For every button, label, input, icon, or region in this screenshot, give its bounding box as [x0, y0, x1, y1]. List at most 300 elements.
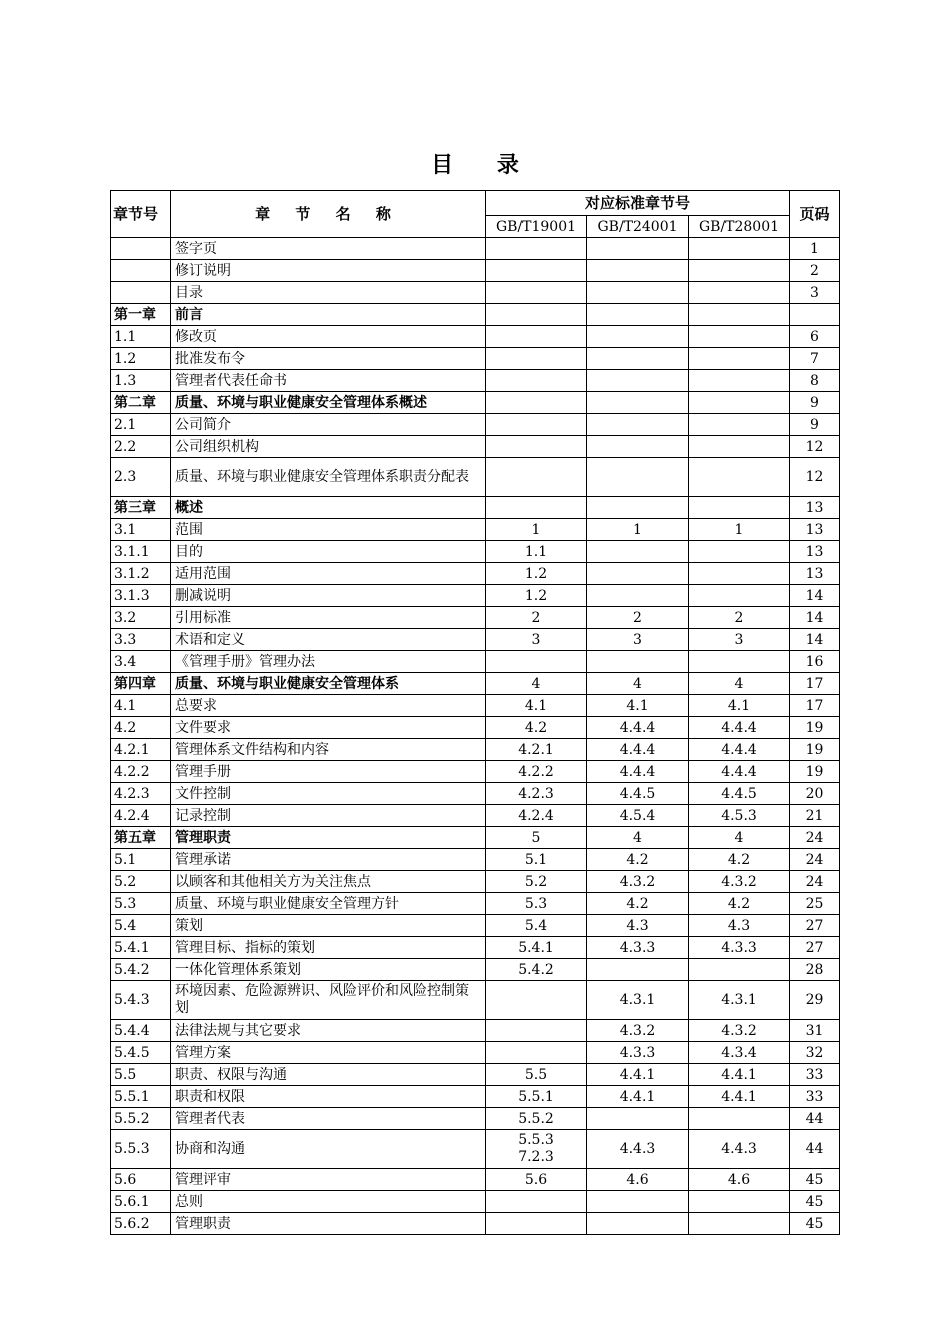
row-name: 管理者代表任命书: [171, 370, 486, 392]
row-number: 3.1.2: [111, 563, 171, 585]
row-name: 签字页: [171, 238, 486, 260]
row-page: 19: [790, 717, 840, 739]
row-gbt28001: [689, 585, 790, 607]
row-name: 文件控制: [171, 783, 486, 805]
row-gbt28001: 1: [689, 519, 790, 541]
row-number: 5.1: [111, 849, 171, 871]
row-gbt19001: [486, 260, 587, 282]
table-row: [111, 519, 840, 541]
row-page: 29: [790, 981, 840, 1020]
header-gbt28001: GB/T28001: [689, 216, 790, 238]
row-gbt24001: [587, 392, 689, 414]
row-gbt24001: 4.5.4: [587, 805, 689, 827]
row-gbt24001: [587, 458, 689, 497]
row-gbt19001: 4.2.3: [486, 783, 587, 805]
row-gbt19001: 5.5.2: [486, 1108, 587, 1130]
row-number: 4.2.2: [111, 761, 171, 783]
row-gbt19001: [486, 497, 587, 519]
row-page: 8: [790, 370, 840, 392]
row-number: 5.4.1: [111, 937, 171, 959]
row-gbt19001: [486, 370, 587, 392]
row-name: 质量、环境与职业健康安全管理方针: [171, 893, 486, 915]
table-row: [111, 761, 840, 783]
row-gbt24001: 4.4.5: [587, 783, 689, 805]
row-gbt24001: 4.3.2: [587, 1020, 689, 1042]
row-gbt19001: 3: [486, 629, 587, 651]
row-name: 管理承诺: [171, 849, 486, 871]
row-gbt24001: [587, 1108, 689, 1130]
row-name: 删减说明: [171, 585, 486, 607]
row-name: 管理目标、指标的策划: [171, 937, 486, 959]
row-name: 目的: [171, 541, 486, 563]
row-gbt19001: 4.2.2: [486, 761, 587, 783]
row-gbt19001: [486, 304, 587, 326]
row-gbt19001: [486, 1042, 587, 1064]
row-gbt19001: [486, 392, 587, 414]
row-gbt28001: 4.4.4: [689, 739, 790, 761]
row-number: 5.2: [111, 871, 171, 893]
row-gbt24001: 1: [587, 519, 689, 541]
row-page: 14: [790, 607, 840, 629]
row-gbt19001: 5.4.2: [486, 959, 587, 981]
row-gbt19001: [486, 414, 587, 436]
row-gbt24001: [587, 304, 689, 326]
header-page: 页码: [790, 191, 840, 238]
row-name: 以顾客和其他相关方为关注焦点: [171, 871, 486, 893]
row-number: [111, 260, 171, 282]
table-row: [111, 282, 840, 304]
row-gbt28001: 4.4.1: [689, 1064, 790, 1086]
row-gbt24001: 4.3.2: [587, 871, 689, 893]
row-number: 1.2: [111, 348, 171, 370]
row-gbt24001: 4.3: [587, 915, 689, 937]
row-gbt24001: [587, 1191, 689, 1213]
row-page: 2: [790, 260, 840, 282]
row-gbt19001: 4.2.4: [486, 805, 587, 827]
row-number: 5.4.5: [111, 1042, 171, 1064]
row-gbt19001: 5.4: [486, 915, 587, 937]
row-name: 职责、权限与沟通: [171, 1064, 486, 1086]
row-name: 适用范围: [171, 563, 486, 585]
row-gbt28001: [689, 260, 790, 282]
row-number: 5.5.2: [111, 1108, 171, 1130]
row-page: 31: [790, 1020, 840, 1042]
row-name: 引用标准: [171, 607, 486, 629]
row-gbt19001: 5.2: [486, 871, 587, 893]
row-gbt24001: 4.2: [587, 893, 689, 915]
row-page: 27: [790, 915, 840, 937]
table-row: [111, 783, 840, 805]
row-gbt24001: 4.3.1: [587, 981, 689, 1020]
row-page: 13: [790, 563, 840, 585]
chapter-row: [111, 392, 840, 414]
row-number: [111, 282, 171, 304]
table-row: [111, 370, 840, 392]
row-gbt28001: 4.3: [689, 915, 790, 937]
table-row: [111, 348, 840, 370]
row-gbt24001: [587, 585, 689, 607]
row-number: 5.5.1: [111, 1086, 171, 1108]
row-name: 质量、环境与职业健康安全管理体系概述: [171, 392, 486, 414]
row-page: 45: [790, 1169, 840, 1191]
row-page: 24: [790, 849, 840, 871]
row-gbt19001: 1: [486, 519, 587, 541]
row-page: 33: [790, 1064, 840, 1086]
row-name: 前言: [171, 304, 486, 326]
row-gbt24001: [587, 436, 689, 458]
row-name: 批准发布令: [171, 348, 486, 370]
row-number: 5.3: [111, 893, 171, 915]
table-row: [111, 414, 840, 436]
row-name: 职责和权限: [171, 1086, 486, 1108]
row-page: 12: [790, 436, 840, 458]
row-gbt28001: [689, 651, 790, 673]
row-gbt24001: [587, 651, 689, 673]
row-gbt28001: 4.1: [689, 695, 790, 717]
table-row: [111, 959, 840, 981]
row-gbt24001: [587, 326, 689, 348]
row-name: 记录控制: [171, 805, 486, 827]
row-gbt19001: 4.2: [486, 717, 587, 739]
row-gbt19001: 4.1: [486, 695, 587, 717]
table-row: [111, 1169, 840, 1191]
header-chapter-no: 章节号: [111, 191, 171, 238]
row-gbt28001: [689, 563, 790, 585]
row-number: 4.2.4: [111, 805, 171, 827]
row-page: 9: [790, 392, 840, 414]
row-name: 一体化管理体系策划: [171, 959, 486, 981]
table-row: [111, 607, 840, 629]
row-gbt28001: 4.4.4: [689, 761, 790, 783]
row-gbt19001: 5.5: [486, 1064, 587, 1086]
chapter-row: [111, 304, 840, 326]
table-row: [111, 937, 840, 959]
page-title: 目 录: [431, 153, 537, 178]
row-gbt19001: 1.2: [486, 585, 587, 607]
row-page: 44: [790, 1108, 840, 1130]
row-page: 24: [790, 827, 840, 849]
row-gbt28001: [689, 304, 790, 326]
row-gbt24001: [587, 497, 689, 519]
row-gbt28001: 4.3.2: [689, 1020, 790, 1042]
row-name: 修订说明: [171, 260, 486, 282]
row-gbt28001: [689, 238, 790, 260]
row-page: 45: [790, 1213, 840, 1235]
row-page: 33: [790, 1086, 840, 1108]
row-number: 2.3: [111, 458, 171, 497]
row-gbt24001: 4: [587, 827, 689, 849]
row-page: 20: [790, 783, 840, 805]
row-number: 5.5.3: [111, 1130, 171, 1169]
table-row: [111, 1213, 840, 1235]
table-row: [111, 871, 840, 893]
table-row: [111, 1086, 840, 1108]
row-gbt28001: 4.4.5: [689, 783, 790, 805]
row-number: 5.4: [111, 915, 171, 937]
row-number: 1.1: [111, 326, 171, 348]
row-gbt19001: 4.2.1: [486, 739, 587, 761]
row-gbt24001: 4.4.1: [587, 1064, 689, 1086]
row-gbt19001: [486, 458, 587, 497]
header-gbt19001: GB/T19001: [486, 216, 587, 238]
row-gbt19001: 1.2: [486, 563, 587, 585]
row-gbt28001: 4.2: [689, 849, 790, 871]
row-page: 27: [790, 937, 840, 959]
row-page: 44: [790, 1130, 840, 1169]
table-row: [111, 893, 840, 915]
row-gbt28001: 4.6: [689, 1169, 790, 1191]
row-number: 第四章: [111, 673, 171, 695]
row-gbt19001: 5.4.1: [486, 937, 587, 959]
row-gbt28001: [689, 497, 790, 519]
row-page: 28: [790, 959, 840, 981]
row-gbt19001: 5.3: [486, 893, 587, 915]
table-row: [111, 915, 840, 937]
row-gbt28001: 4.4.1: [689, 1086, 790, 1108]
row-gbt28001: [689, 436, 790, 458]
row-gbt24001: [587, 541, 689, 563]
row-gbt24001: [587, 282, 689, 304]
row-gbt24001: [587, 238, 689, 260]
row-number: 3.2: [111, 607, 171, 629]
row-page: 21: [790, 805, 840, 827]
row-name: 管理职责: [171, 1213, 486, 1235]
chapter-row: [111, 497, 840, 519]
table-row: [111, 563, 840, 585]
table-row: [111, 1020, 840, 1042]
row-gbt28001: 4.5.3: [689, 805, 790, 827]
row-gbt28001: [689, 370, 790, 392]
table-row: [111, 629, 840, 651]
row-gbt19001: 4: [486, 673, 587, 695]
row-page: [790, 304, 840, 326]
row-gbt19001: 1.1: [486, 541, 587, 563]
row-gbt28001: [689, 959, 790, 981]
toc-body: [111, 238, 840, 1235]
row-gbt28001: 4.4.3: [689, 1130, 790, 1169]
row-number: 第三章: [111, 497, 171, 519]
row-gbt24001: 4: [587, 673, 689, 695]
row-gbt19001: [486, 348, 587, 370]
row-name: 法律法规与其它要求: [171, 1020, 486, 1042]
row-gbt19001: [486, 436, 587, 458]
row-number: 5.4.3: [111, 981, 171, 1020]
table-row: [111, 1064, 840, 1086]
row-gbt24001: 4.6: [587, 1169, 689, 1191]
table-row: [111, 1108, 840, 1130]
row-gbt24001: 4.4.4: [587, 739, 689, 761]
row-number: 3.1.1: [111, 541, 171, 563]
row-gbt19001: [486, 282, 587, 304]
row-gbt24001: 4.4.4: [587, 717, 689, 739]
row-gbt24001: 4.4.4: [587, 761, 689, 783]
row-gbt19001: [486, 981, 587, 1020]
row-page: 3: [790, 282, 840, 304]
row-gbt28001: [689, 1213, 790, 1235]
row-gbt24001: 2: [587, 607, 689, 629]
header-standard-group: 对应标准章节号: [486, 191, 790, 216]
chapter-row: [111, 673, 840, 695]
row-name: 管理职责: [171, 827, 486, 849]
row-gbt28001: 4.4.4: [689, 717, 790, 739]
row-gbt24001: [587, 959, 689, 981]
row-number: 5.4.4: [111, 1020, 171, 1042]
row-gbt19001: 5.6: [486, 1169, 587, 1191]
row-gbt28001: 4.3.2: [689, 871, 790, 893]
row-name: 目录: [171, 282, 486, 304]
row-name: 文件要求: [171, 717, 486, 739]
row-gbt19001: 5.1: [486, 849, 587, 871]
row-gbt28001: [689, 392, 790, 414]
row-number: 4.2.3: [111, 783, 171, 805]
row-name: 修改页: [171, 326, 486, 348]
table-row: [111, 541, 840, 563]
row-name: 总则: [171, 1191, 486, 1213]
row-gbt28001: 2: [689, 607, 790, 629]
row-gbt28001: 4.3.1: [689, 981, 790, 1020]
row-page: 13: [790, 497, 840, 519]
row-gbt24001: 3: [587, 629, 689, 651]
row-gbt28001: [689, 1108, 790, 1130]
row-gbt28001: 4: [689, 827, 790, 849]
row-gbt19001: [486, 326, 587, 348]
row-gbt28001: 4: [689, 673, 790, 695]
row-gbt28001: 4.3.4: [689, 1042, 790, 1064]
table-row: [111, 651, 840, 673]
row-name: 协商和沟通: [171, 1130, 486, 1169]
row-page: 13: [790, 519, 840, 541]
table-row: [111, 1042, 840, 1064]
table-row: [111, 1130, 840, 1169]
row-gbt28001: [689, 458, 790, 497]
row-number: 5.6: [111, 1169, 171, 1191]
row-number: 5.6.1: [111, 1191, 171, 1213]
row-number: 3.3: [111, 629, 171, 651]
row-name: 术语和定义: [171, 629, 486, 651]
row-page: 24: [790, 871, 840, 893]
row-number: [111, 238, 171, 260]
header-gbt24001: GB/T24001: [587, 216, 689, 238]
table-row: [111, 849, 840, 871]
table-row: [111, 717, 840, 739]
row-name: 策划: [171, 915, 486, 937]
row-gbt24001: 4.2: [587, 849, 689, 871]
row-page: 1: [790, 238, 840, 260]
row-gbt24001: [587, 414, 689, 436]
row-gbt19001: [486, 238, 587, 260]
row-gbt19001: 5.5.3 7.2.3: [486, 1130, 587, 1169]
row-gbt19001: 5: [486, 827, 587, 849]
row-number: 4.2: [111, 717, 171, 739]
row-name: 管理评审: [171, 1169, 486, 1191]
row-name: 质量、环境与职业健康安全管理体系职责分配表: [171, 458, 486, 497]
row-name: 概述: [171, 497, 486, 519]
row-page: 19: [790, 739, 840, 761]
row-page: 45: [790, 1191, 840, 1213]
table-row: [111, 436, 840, 458]
row-page: 25: [790, 893, 840, 915]
row-gbt24001: [587, 563, 689, 585]
row-gbt28001: 4.3.3: [689, 937, 790, 959]
row-number: 4.2.1: [111, 739, 171, 761]
table-row: [111, 981, 840, 1020]
row-gbt24001: 4.1: [587, 695, 689, 717]
row-number: 第五章: [111, 827, 171, 849]
row-gbt24001: 4.3.3: [587, 937, 689, 959]
row-page: 9: [790, 414, 840, 436]
row-page: 14: [790, 629, 840, 651]
row-page: 16: [790, 651, 840, 673]
row-gbt24001: [587, 260, 689, 282]
table-row: [111, 739, 840, 761]
table-row: [111, 458, 840, 497]
row-gbt19001: 5.5.1: [486, 1086, 587, 1108]
row-name: 环境因素、危险源辨识、风险评价和风险控制策划: [171, 981, 486, 1020]
chapter-row: [111, 827, 840, 849]
row-number: 2.1: [111, 414, 171, 436]
row-number: 2.2: [111, 436, 171, 458]
row-number: 3.1: [111, 519, 171, 541]
row-name: 管理方案: [171, 1042, 486, 1064]
row-name: 公司组织机构: [171, 436, 486, 458]
header-chapter-name: 章 节 名 称: [171, 191, 486, 238]
row-name: 管理手册: [171, 761, 486, 783]
row-gbt24001: 4.4.3: [587, 1130, 689, 1169]
table-row: [111, 260, 840, 282]
row-gbt28001: 4.2: [689, 893, 790, 915]
row-gbt24001: [587, 1213, 689, 1235]
row-number: 3.1.3: [111, 585, 171, 607]
row-page: 17: [790, 695, 840, 717]
row-gbt24001: 4.3.3: [587, 1042, 689, 1064]
row-name: 范围: [171, 519, 486, 541]
row-gbt19001: [486, 651, 587, 673]
row-gbt19001: 2: [486, 607, 587, 629]
table-row: [111, 238, 840, 260]
row-name: 《管理手册》管理办法: [171, 651, 486, 673]
row-number: 1.3: [111, 370, 171, 392]
row-page: 14: [790, 585, 840, 607]
row-name: 管理者代表: [171, 1108, 486, 1130]
row-gbt28001: 3: [689, 629, 790, 651]
row-page: 7: [790, 348, 840, 370]
table-row: [111, 585, 840, 607]
row-page: 13: [790, 541, 840, 563]
row-number: 4.1: [111, 695, 171, 717]
row-number: 5.5: [111, 1064, 171, 1086]
row-gbt28001: [689, 326, 790, 348]
table-row: [111, 805, 840, 827]
table-row: [111, 695, 840, 717]
row-gbt28001: [689, 541, 790, 563]
row-page: 6: [790, 326, 840, 348]
row-gbt19001: [486, 1213, 587, 1235]
row-gbt28001: [689, 1191, 790, 1213]
row-name: 质量、环境与职业健康安全管理体系: [171, 673, 486, 695]
row-name: 总要求: [171, 695, 486, 717]
row-page: 12: [790, 458, 840, 497]
row-gbt28001: [689, 348, 790, 370]
table-row: [111, 1191, 840, 1213]
row-page: 32: [790, 1042, 840, 1064]
row-number: 5.6.2: [111, 1213, 171, 1235]
row-number: 第一章: [111, 304, 171, 326]
row-name: 公司简介: [171, 414, 486, 436]
table-row: [111, 326, 840, 348]
row-number: 3.4: [111, 651, 171, 673]
row-number: 5.4.2: [111, 959, 171, 981]
row-page: 17: [790, 673, 840, 695]
